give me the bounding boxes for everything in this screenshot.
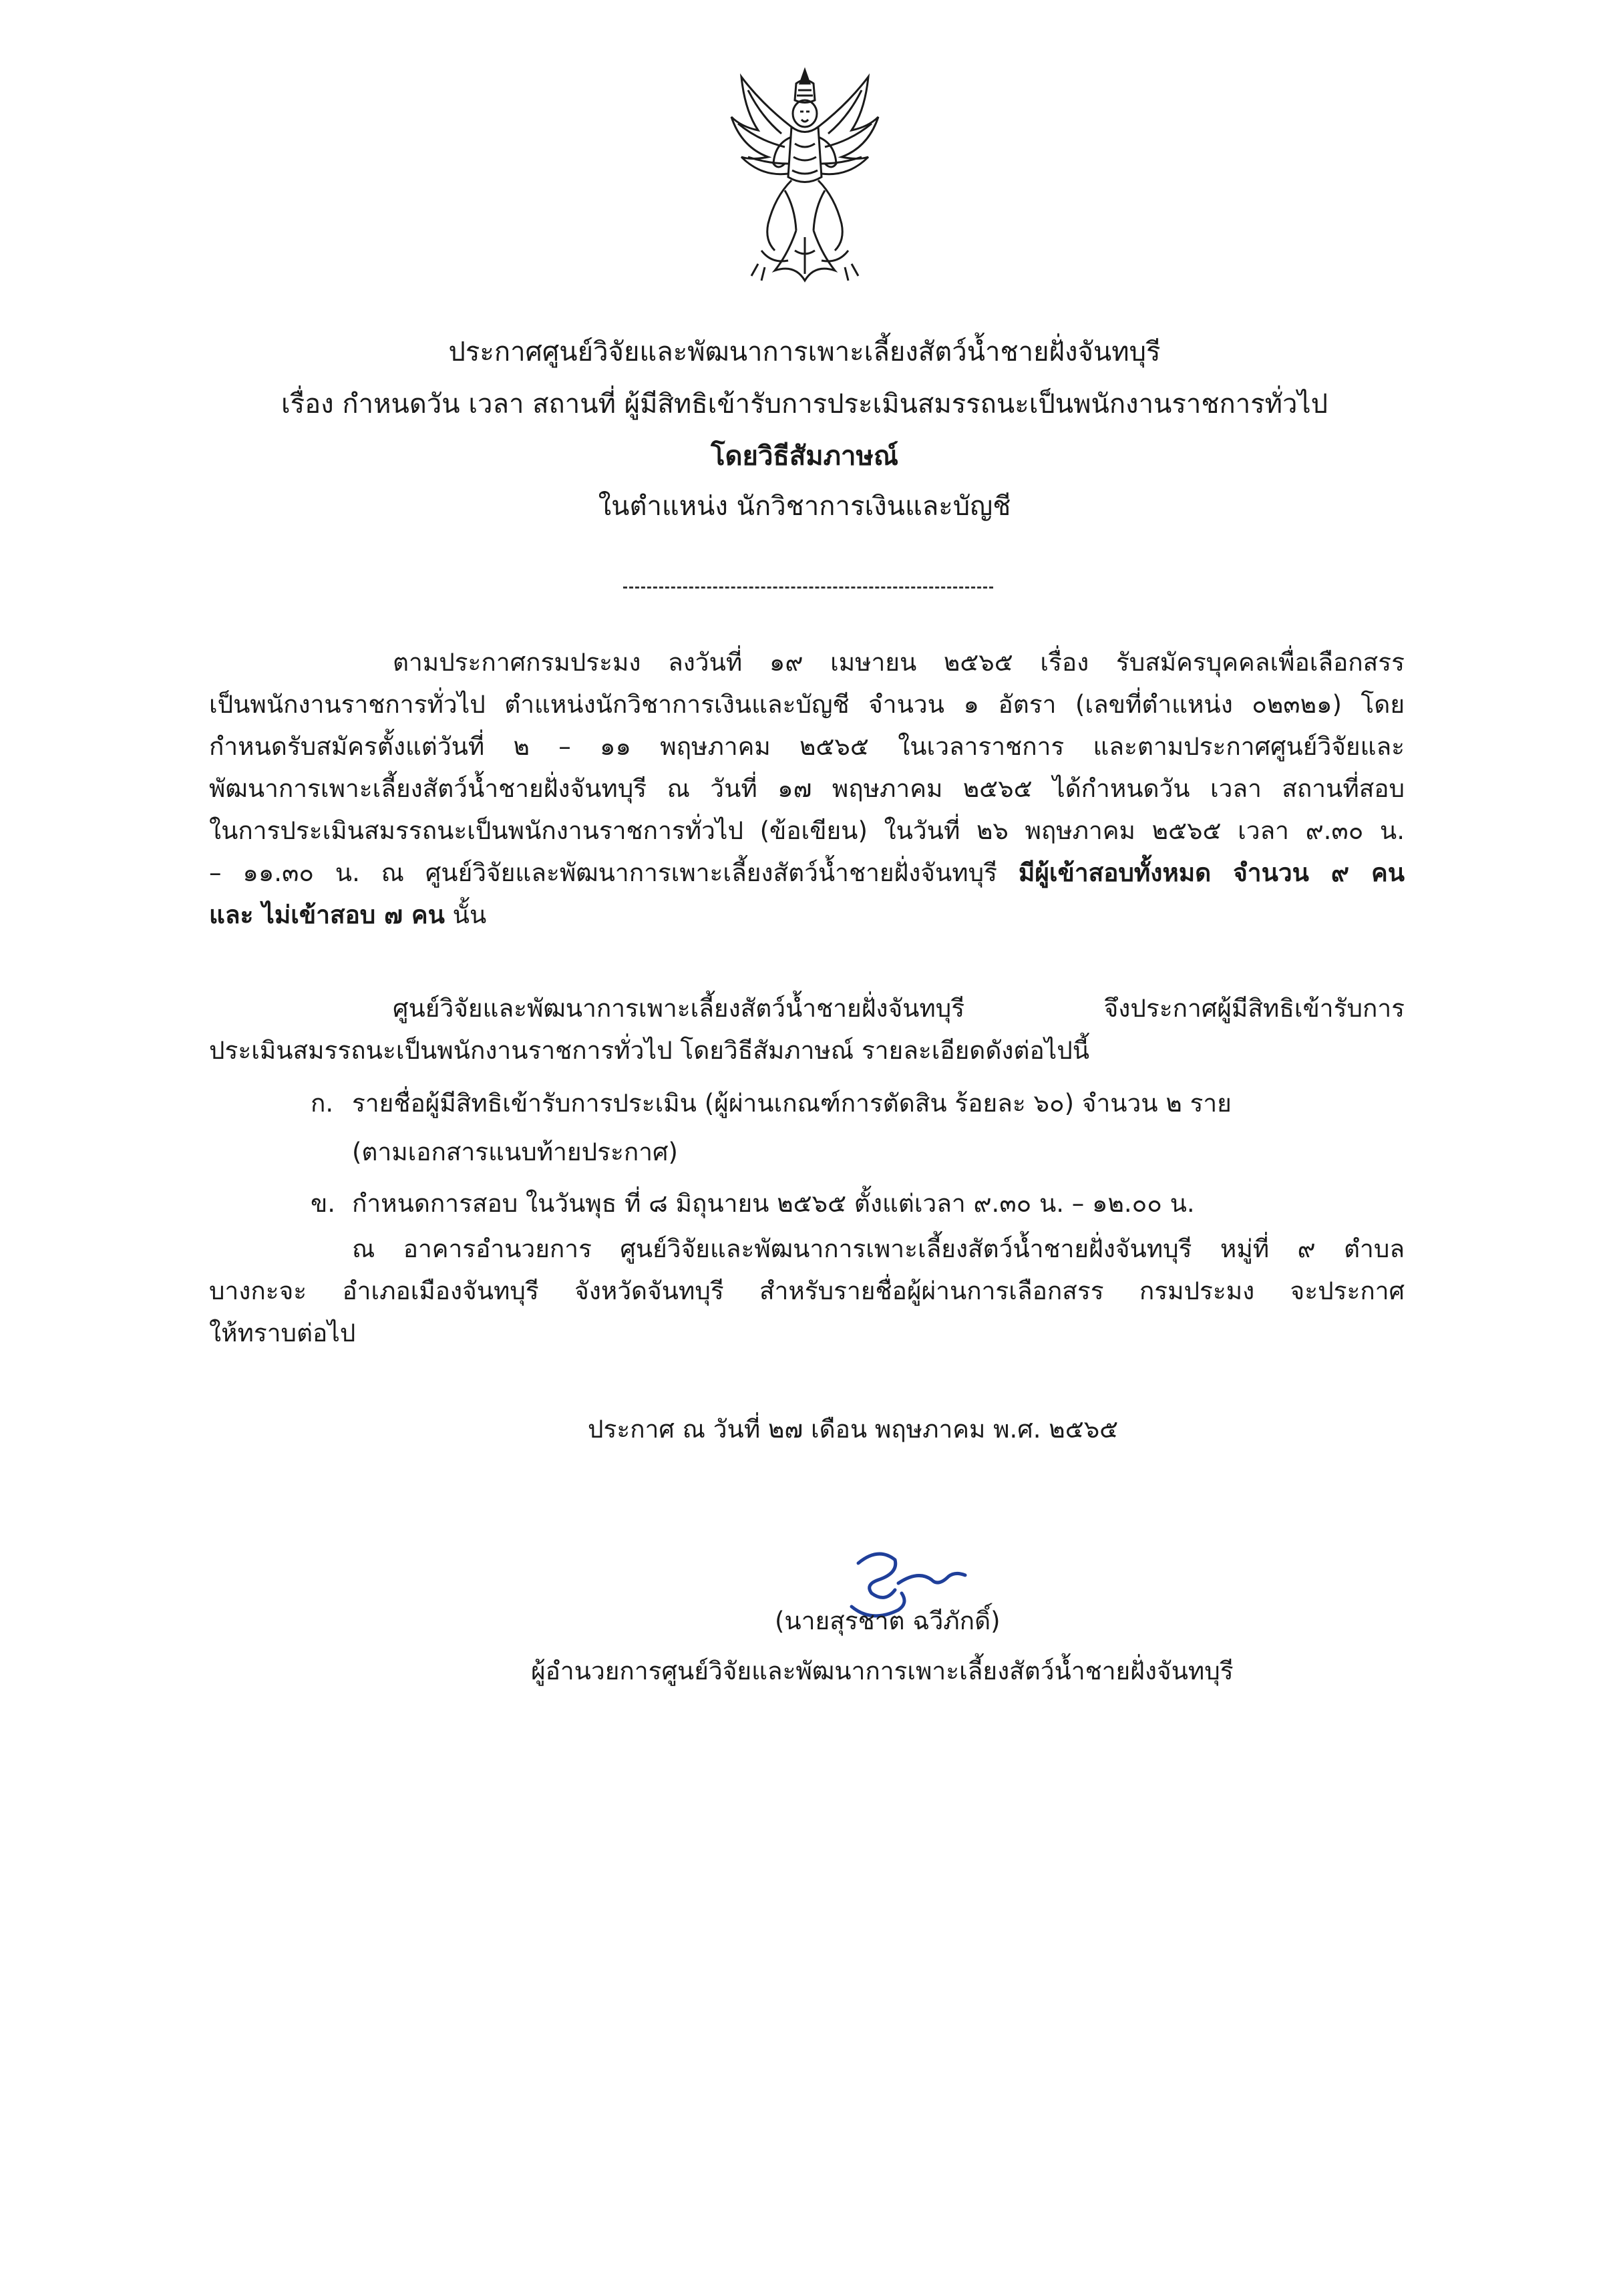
divider xyxy=(623,587,993,589)
item-kho-text: กำหนดการสอบ ในวันพุธ ที่ ๘ มิถุนายน ๒๕๖๕ ตั้งแต่เวลา ๙.๓๐ น. – ๑๒.๐๐ น. xyxy=(352,1189,1195,1218)
item-ko-sub: (ตามเอกสารแนบท้ายประกาศ) xyxy=(352,1138,678,1166)
header-position: ในตำแหน่ง นักวิชาการเงินและบัญชี xyxy=(598,491,1011,522)
paragraph-1 xyxy=(209,641,1405,936)
paragraph-1-line-6-plain: – ๑๑.๓๐ น. ณ ศูนย์วิจัยและพัฒนาการเพาะเลี้ยงสัตว์น้ำชายฝั่งจันทบุรี xyxy=(209,858,1019,887)
item-kho-label: ข. xyxy=(311,1189,336,1218)
item-ko-label: ก. xyxy=(311,1089,334,1118)
paragraph-2-line-1: ศูนย์วิจัยและพัฒนาการเพาะเลี้ยงสัตว์น้ำชายฝั่งจันทบุรี จึงประกาศผู้มีสิทธิเข้ารับการ xyxy=(393,994,1405,1023)
paragraph-1-line-3: กำหนดรับสมัครตั้งแต่วันที่ ๒ – ๑๑ พฤษภาคม ๒๕๖๕ ในเวลาราชการ และตามประกาศศูนย์วิจัยและ xyxy=(209,732,1405,761)
paragraph-2 xyxy=(209,987,1405,1072)
paragraph-1-line-7-bold: และ ไม่เข้าสอบ ๗ คน xyxy=(209,900,445,929)
paragraph-1-line-6 xyxy=(209,852,1405,894)
garuda-emblem-icon xyxy=(721,63,888,291)
paragraph-1-line-7-plain: นั้น xyxy=(444,900,487,929)
paragraph-1-line-5: ในการประเมินสมรรถนะเป็นพนักงานราชการทั่วไป (ข้อเขียน) ในวันที่ ๒๖ พฤษภาคม ๒๕๖๕ เวลา ๙.๓๐ น. xyxy=(209,816,1405,845)
announcement-date: ประกาศ ณ วันที่ ๒๗ เดือน พฤษภาคม พ.ศ. ๒๕๖๕ xyxy=(588,1415,1119,1444)
paragraph-1-line-1: ตามประกาศกรมประมง ลงวันที่ ๑๙ เมษายน ๒๕๖๕ เรื่อง รับสมัครบุคคลเพื่อเลือกสรร xyxy=(393,648,1405,677)
item-kho-line-2: ณ อาคารอำนวยการ ศูนย์วิจัยและพัฒนาการเพาะเลี้ยงสัตว์น้ำชายฝั่งจันทบุรี หมู่ที่ ๙ ตำบล xyxy=(352,1235,1405,1263)
item-kho-continued xyxy=(209,1228,1405,1354)
item-kho-line-3: บางกะจะ อำเภอเมืองจันทบุรี จังหวัดจันทบุรี สำหรับรายชื่อผู้ผ่านการเลือกสรร กรมประมง จะประกาศ xyxy=(209,1277,1405,1305)
header-subject: เรื่อง กำหนดวัน เวลา สถานที่ ผู้มีสิทธิเข้ารับการประเมินสมรรถนะเป็นพนักงานราชการทั่วไป xyxy=(281,389,1328,420)
header-method: โดยวิธีสัมภาษณ์ xyxy=(711,441,898,472)
item-kho-line-4: ให้ทราบต่อไป xyxy=(209,1319,356,1347)
signer-position: ผู้อำนวยการศูนย์วิจัยและพัฒนาการเพาะเลี้ยงสัตว์น้ำชายฝั่งจันทบุรี xyxy=(531,1657,1234,1685)
item-ko-text: รายชื่อผู้มีสิทธิเข้ารับการประเมิน (ผู้ผ่านเกณฑ์การตัดสิน ร้อยละ ๖๐) จำนวน ๒ ราย xyxy=(352,1089,1232,1118)
paragraph-1-line-6-bold: มีผู้เข้าสอบทั้งหมด จำนวน ๙ คน xyxy=(1018,858,1405,887)
paragraph-1-line-7 xyxy=(209,894,1405,936)
paragraph-2-line-2: ประเมินสมรรถนะเป็นพนักงานราชการทั่วไป โดยวิธีสัมภาษณ์ รายละเอียดดังต่อไปนี้ xyxy=(209,1036,1090,1065)
header-line-1: ประกาศศูนย์วิจัยและพัฒนาการเพาะเลี้ยงสัตว์น้ำชายฝั่งจันทบุรี xyxy=(448,337,1161,367)
paragraph-1-line-2: เป็นพนักงานราชการทั่วไป ตำแหน่งนักวิชาการเงินและบัญชี จำนวน ๑ อัตรา (เลขที่ตำแหน่ง ๐๒๓๒๑) โดย xyxy=(209,690,1405,719)
signer-name: (นายสุรชาต ฉวีภักดิ์) xyxy=(775,1607,1001,1635)
paragraph-1-line-4: พัฒนาการเพาะเลี้ยงสัตว์น้ำชายฝั่งจันทบุรี ณ วันที่ ๑๗ พฤษภาคม ๒๕๖๕ ได้กำหนดวัน เวลา สถานที่สอบ xyxy=(209,774,1405,803)
